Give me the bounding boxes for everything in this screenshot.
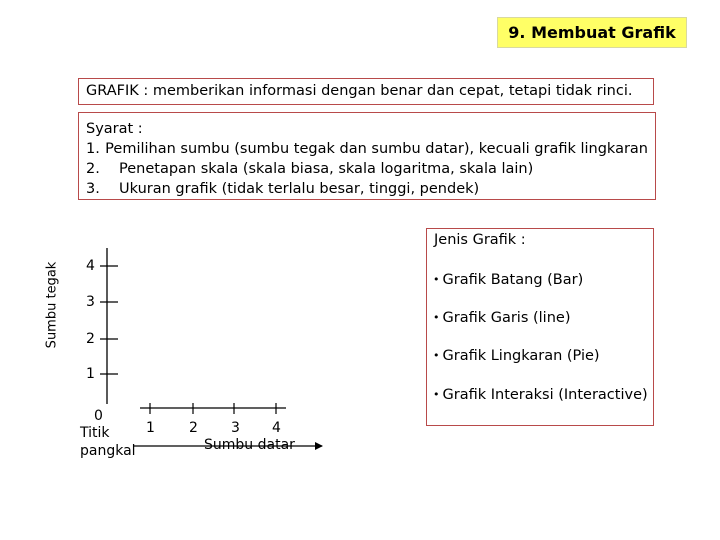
- requirement-text: Penetapan skala (skala biasa, skala logaritma, skala lain): [119, 161, 534, 177]
- origin-label: 0: [94, 408, 103, 424]
- y-tick-label: 1: [86, 366, 95, 382]
- requirement-text: Ukuran grafik (tidak terlalu besar, tinggi, pendek): [119, 181, 480, 197]
- bullet-icon: •: [433, 349, 440, 362]
- bullet-icon: •: [433, 273, 440, 286]
- x-tick-label: 3: [231, 420, 240, 436]
- y-axis-label: Sumbu tegak: [44, 261, 60, 349]
- x-tick-label: 2: [189, 420, 198, 436]
- chart-type-label: Grafik Garis (line): [442, 310, 571, 326]
- requirements-heading: Syarat :: [86, 121, 143, 137]
- y-tick-label: 4: [86, 258, 95, 274]
- chart-types-heading: Jenis Grafik :: [434, 232, 526, 248]
- bullet-icon: •: [433, 388, 440, 401]
- chart-type-label: Grafik Batang (Bar): [442, 272, 584, 288]
- slide-title: 9. Membuat Grafik: [497, 17, 687, 48]
- requirement-number: 1.: [86, 141, 100, 157]
- origin-caption-line1: Titik: [80, 425, 110, 441]
- x-tick-label: 4: [272, 420, 281, 436]
- chart-type-label: Grafik Lingkaran (Pie): [442, 348, 600, 364]
- x-tick-label: 1: [146, 420, 155, 436]
- requirement-text: Pemilihan sumbu (sumbu tegak dan sumbu datar), kecuali grafik lingkaran: [105, 141, 648, 157]
- x-axis-label: Sumbu datar: [204, 437, 295, 453]
- origin-caption-line2: pangkal: [80, 443, 136, 459]
- y-tick-label: 2: [86, 331, 95, 347]
- chart-type-label: Grafik Interaksi (Interactive): [442, 387, 648, 403]
- requirement-number: 3.: [86, 181, 100, 197]
- bullet-icon: •: [433, 311, 440, 324]
- definition-text: GRAFIK : memberikan informasi dengan benar dan cepat, tetapi tidak rinci.: [86, 83, 633, 99]
- y-tick-label: 3: [86, 294, 95, 310]
- requirement-number: 2.: [86, 161, 100, 177]
